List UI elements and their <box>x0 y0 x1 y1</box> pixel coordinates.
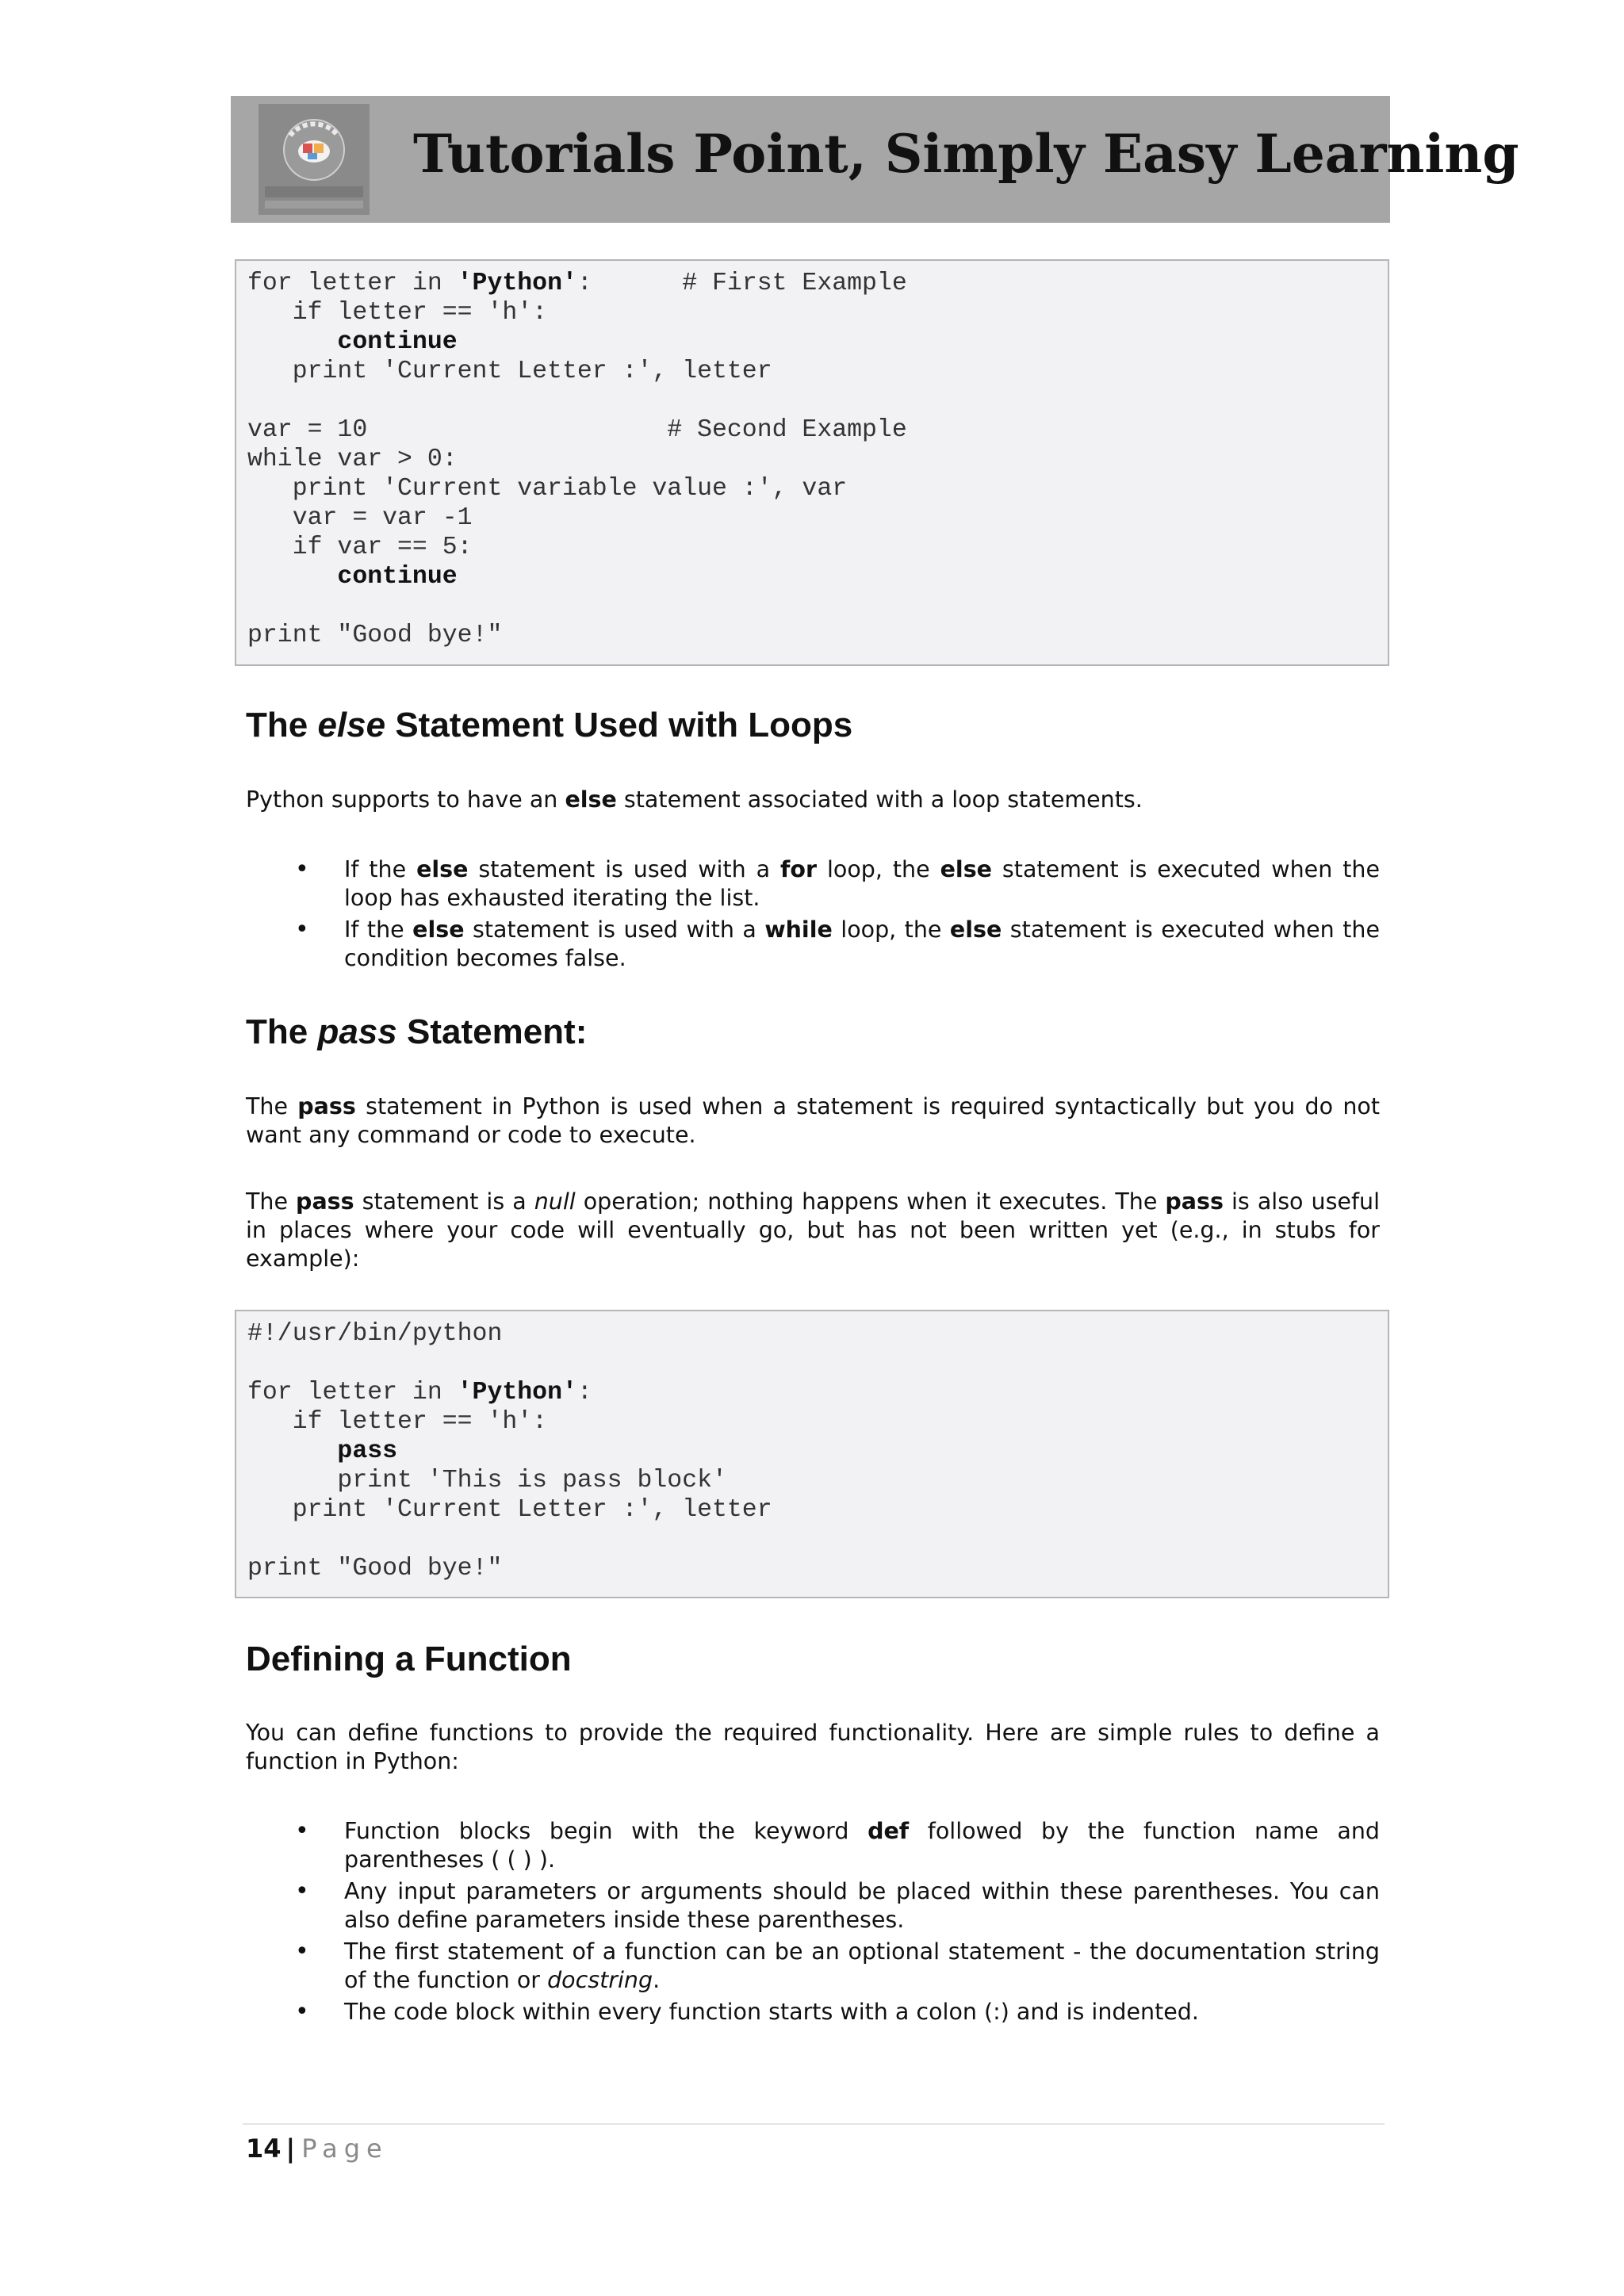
code-line <box>247 327 1377 357</box>
code-keyword: 'Python' <box>457 1379 577 1406</box>
code-text <box>247 328 337 356</box>
code-keyword: 'Python' <box>457 270 577 297</box>
code-text <box>247 1437 337 1465</box>
code-line <box>247 1466 1377 1495</box>
code-text: print 'Current Letter :', letter <box>247 1496 772 1524</box>
code-line <box>247 533 1377 562</box>
page-header <box>231 96 1519 223</box>
code-line <box>247 1407 1377 1437</box>
code-text: #!/usr/bin/python <box>247 1320 503 1348</box>
code-text: print "Good bye!" <box>247 1555 503 1582</box>
heading-text: Statement Used with Loops <box>385 706 853 744</box>
heading-text: The <box>246 1012 318 1051</box>
code-keyword: continue <box>337 328 458 356</box>
list-item: • Any input parameters or arguments should be placed within these parentheses. You can also define parameters inside these parentheses. <box>246 1877 1380 1934</box>
code-line <box>247 1437 1377 1466</box>
code-line <box>247 474 1377 503</box>
code-text: print 'This is pass block' <box>247 1467 727 1494</box>
code-line <box>247 298 1377 327</box>
code-line <box>247 1525 1377 1554</box>
footer-separator: | <box>285 2133 296 2164</box>
heading-text: The <box>246 706 318 744</box>
code-text: : # First Example <box>576 270 907 297</box>
list-else-rules <box>246 855 1380 976</box>
list-function-rules <box>246 1817 1380 2030</box>
code-text: while var > 0: <box>247 446 458 473</box>
code-text: for letter in <box>247 1379 458 1406</box>
heading-emphasis: pass <box>317 1012 397 1051</box>
code-line <box>247 415 1377 445</box>
heading-text: Statement: <box>396 1012 588 1051</box>
code-line <box>247 1378 1377 1407</box>
code-text: for letter in <box>247 270 458 297</box>
heading-emphasis: else <box>317 706 386 744</box>
code-line <box>247 445 1377 474</box>
paragraph-else-intro: Python supports to have an else statement associated with a loop statements. <box>246 786 1143 813</box>
list-item: • Function blocks begin with the keyword def followed by the function name and parentheses ( ( ) ). <box>246 1817 1380 1874</box>
paragraph-pass-null: The pass statement is a null operation; nothing happens when it executes. The pass is also useful in places where your code will eventually go, but has not been written yet (e.g., in stubs for example): <box>246 1188 1380 1272</box>
code-text: var = var -1 <box>247 504 473 532</box>
heading-defining-function: Defining a Function <box>246 1640 572 1678</box>
code-keyword: continue <box>337 563 458 591</box>
code-block-loop-control <box>235 259 1389 666</box>
paragraph-pass-intro: The pass statement in Python is used when a statement is required syntactically but you do not want any command or code to execute. <box>246 1093 1380 1148</box>
code-line <box>247 591 1377 621</box>
page-label: Page <box>301 2133 389 2164</box>
heading-else-statement <box>246 708 852 743</box>
code-line <box>247 1554 1377 1583</box>
code-text: : <box>576 1379 592 1406</box>
page-number: 14 <box>246 2133 282 2164</box>
code-text: print "Good bye!" <box>247 622 503 649</box>
code-text: if var == 5: <box>247 534 473 561</box>
code-text: print 'Current Letter :', letter <box>247 358 772 385</box>
code-text: if letter == 'h': <box>247 299 548 327</box>
list-item: • If the else statement is used with a while loop, the else statement is executed when the condition becomes false. <box>246 916 1380 973</box>
header-title: Tutorials Point, Simply Easy Learning <box>413 123 1519 185</box>
tutorials-point-logo <box>259 104 370 215</box>
code-keyword: pass <box>337 1437 398 1465</box>
code-line <box>247 386 1377 415</box>
list-item: • If the else statement is used with a for loop, the else statement is executed when the loop has exhausted iterating the list. <box>246 855 1380 913</box>
paragraph-function-intro: You can define functions to provide the required functionality. Here are simple rules to define a function in Python: <box>246 1720 1380 1774</box>
heading-pass-statement <box>246 1012 588 1051</box>
list-item: • The code block within every function starts with a colon (:) and is indented. <box>246 1998 1380 2026</box>
footer-divider <box>243 2123 1385 2125</box>
code-line <box>247 1319 1377 1349</box>
code-text: if letter == 'h': <box>247 1408 548 1436</box>
code-line <box>247 503 1377 533</box>
code-line <box>247 269 1377 298</box>
code-block-pass <box>235 1310 1389 1598</box>
code-line <box>247 1349 1377 1378</box>
code-line <box>247 357 1377 386</box>
code-text: var = 10 # Second Example <box>247 416 907 444</box>
code-text <box>247 563 337 591</box>
code-line <box>247 1495 1377 1525</box>
logo-emblem-icon <box>259 104 370 215</box>
code-line <box>247 621 1377 650</box>
page-footer <box>246 2133 389 2164</box>
code-line <box>247 562 1377 591</box>
code-text: print 'Current variable value :', var <box>247 475 848 503</box>
list-item: • The first statement of a function can be an optional statement - the documentation string of the function or docstring. <box>246 1938 1380 1995</box>
